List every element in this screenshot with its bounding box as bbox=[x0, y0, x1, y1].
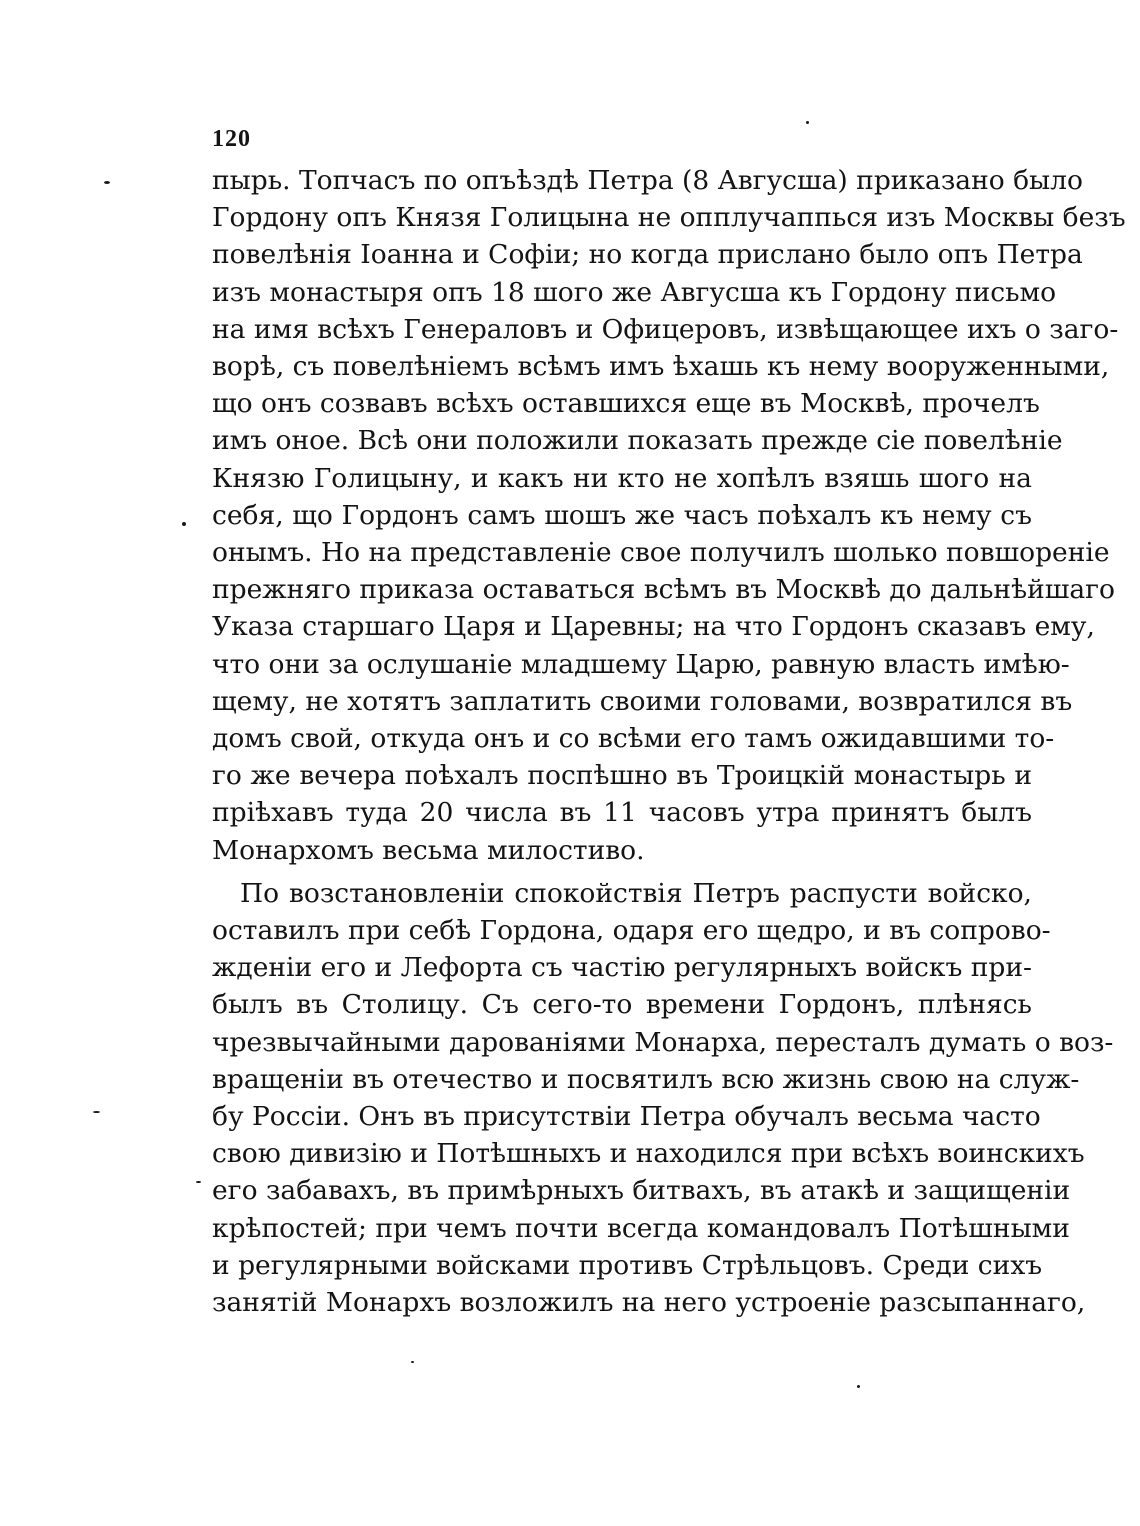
text-line: щему, не хотятъ заплатить своими головами, возвратился въ bbox=[212, 685, 1073, 717]
text-line: чрезвычайными дарованіями Монарха, пересталъ думать о воз- bbox=[212, 1026, 1114, 1058]
text-line: былъ въ Столицу. Съ сего-то времени Гордонъ, плѣнясь bbox=[212, 989, 1032, 1021]
text-line: ворѣ, съ повелѣніемъ всѣмъ имъ ѣхашь къ нему вооруженными, bbox=[212, 351, 1110, 383]
page-number: 120 bbox=[212, 126, 251, 152]
scan-speck bbox=[196, 1181, 201, 1183]
paragraph bbox=[212, 875, 1114, 1321]
scan-speck bbox=[104, 181, 110, 184]
text-line: и регулярными войсками противъ Стрѣльцовъ. Среди сихъ bbox=[212, 1249, 1043, 1281]
text-line: занятій Монархъ возложилъ на него устроеніе разсыпаннаго, bbox=[212, 1287, 1086, 1319]
scan-speck bbox=[806, 121, 809, 124]
text-line: на имя всѣхъ Генераловъ и Офицеровъ, извѣщающее ихъ о заго- bbox=[212, 313, 1119, 345]
scan-speck bbox=[411, 1361, 414, 1363]
text-line: Князю Голицыну, и какъ ни кто не хопѣлъ взяшь шого на bbox=[212, 462, 1032, 494]
text-line: изъ монастыря опъ 18 шого же Авгусша къ Гордону письмо bbox=[212, 276, 1057, 308]
text-line: го же вечера поѣхалъ поспѣшно въ Троицкій монастырь и bbox=[212, 760, 1032, 792]
paragraph bbox=[212, 162, 1126, 869]
text-line: домъ свой, откуда онъ и со всѣми его тамъ ожидавшими то- bbox=[212, 723, 1055, 755]
text-line: его забавахъ, въ примѣрныхъ битвахъ, въ атакѣ и защищеніи bbox=[212, 1175, 1071, 1207]
text-block bbox=[212, 162, 1126, 1321]
text-line: жденіи его и Лефорта съ частію регулярныхъ войскъ при- bbox=[212, 952, 1032, 984]
text-line: прежняго приказа оставаться всѣмъ въ Москвѣ до дальнѣйшаго bbox=[212, 574, 1116, 606]
text-line: бу Россіи. Онъ въ присутствіи Петра обучалъ весьма часто bbox=[212, 1101, 1041, 1133]
text-line: крѣпостей; при чемъ почти всегда командовалъ Потѣшными bbox=[212, 1212, 1070, 1244]
text-line: Гордону опъ Князя Голицына не опплучаппься изъ Москвы безъ bbox=[212, 202, 1126, 234]
text-line: Указа старшаго Царя и Царевны; на что Гордонъ сказавъ ему, bbox=[212, 611, 1095, 643]
text-line: пырь. Топчасъ по опъѣздѣ Петра (8 Авгусша) приказано было bbox=[212, 165, 1083, 196]
text-line: По возстановленіи спокойствія Петръ распусти войско, bbox=[240, 877, 1032, 909]
scan-speck bbox=[93, 1111, 100, 1113]
text-line: що онъ созвавъ всѣхъ оставшихся еще въ Москвѣ, прочелъ bbox=[212, 388, 1040, 420]
text-line: оставилъ при себѣ Гордона, одаря его щедро, и въ сопрово- bbox=[212, 915, 1051, 947]
text-line: имъ оное. Всѣ они положили показать прежде сіе повелѣніе bbox=[212, 425, 1063, 457]
scan-speck bbox=[182, 522, 186, 526]
text-line: что они за ослушаніе младшему Царю, равную власть имѣю- bbox=[212, 648, 1070, 680]
text-line: повелѣнія Іоанна и Софіи; но когда прислано было опъ Петра bbox=[212, 239, 1083, 271]
text-line: Монархомъ весьма милостиво. bbox=[212, 834, 645, 866]
text-line: свою дивизію и Потѣшныхъ и находился при всѣхъ воинскихъ bbox=[212, 1138, 1085, 1170]
text-line: вращеніи въ отечество и посвятилъ всю жизнь свою на служ- bbox=[212, 1063, 1080, 1095]
text-line: пріѣхавъ туда 20 числа въ 11 часовъ утра принятъ былъ bbox=[212, 797, 1032, 829]
text-line: себя, що Гордонъ самъ шошъ же часъ поѣхалъ къ нему съ bbox=[212, 499, 1032, 531]
text-line: онымъ. Но на представленіе свое получилъ шолько повшореніе bbox=[212, 537, 1110, 569]
scan-speck bbox=[857, 1385, 860, 1388]
